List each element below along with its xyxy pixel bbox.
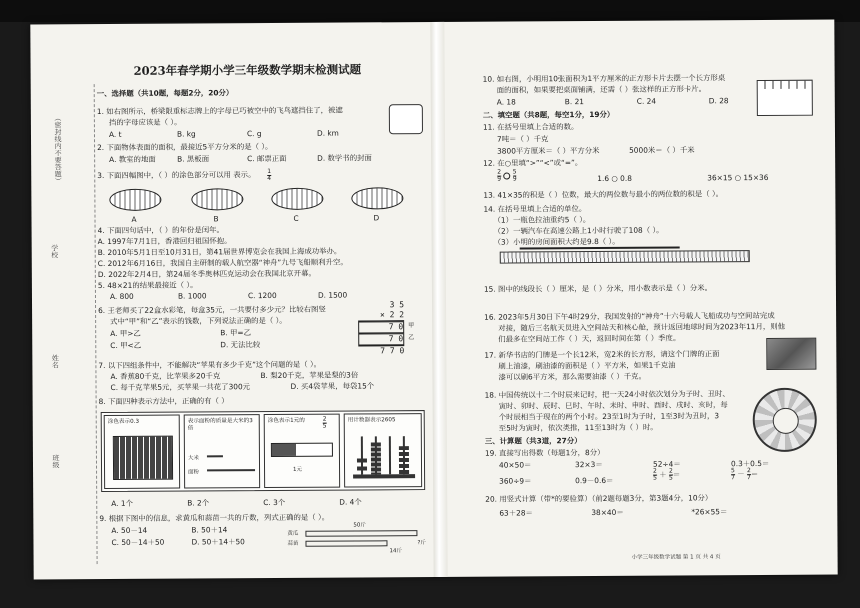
q19-fraction-add: $\frac{2}{5}$ ＋ $\frac{2}{5}=$: [653, 467, 681, 482]
page-title: 2023年春学期小学三年级数学期末检测试题: [133, 62, 362, 78]
q3-figure-b: [191, 188, 243, 210]
page-fold: [430, 22, 447, 577]
q1-option-c: C. g: [246, 129, 262, 139]
abacus-rod-3: [389, 436, 391, 474]
q10-text-2: 面的面积，如果要把桌面铺满，还需（ ）张这样的正方形卡片。: [496, 84, 707, 95]
q8-frac-num: 2: [322, 415, 327, 423]
q14-text: 14. 在括号里填上合适的单位。: [483, 204, 587, 214]
q10-option-b: B. 21: [564, 97, 585, 107]
q11-item-b: 5000米＝（ ）千米: [629, 145, 695, 155]
q17-text-2: 刷上油漆，刷油漆的面积是（ ）平方米，如果1千克油: [498, 360, 676, 371]
ruler-image: [500, 250, 750, 264]
q18-text-3: 个时辰相当于现在的两个小时。23至1时为子时，1至3时为丑时，3: [498, 411, 720, 422]
q8-option-b: B. 2个: [187, 498, 210, 508]
q10-option-c: C. 24: [636, 96, 657, 106]
q9-option-d: D. 50＋14＋50: [191, 537, 245, 547]
shichen-clock-image: [753, 388, 817, 452]
q19-fraction-sub: $\frac{5}{7}$ － $\frac{2}{7}=$: [731, 467, 759, 482]
q12-frac-1-den: 9: [497, 175, 502, 183]
q7-option-b: B. 梨20千克，苹果是梨的3倍: [260, 370, 359, 381]
background-top: [0, 0, 860, 22]
q1-option-a: A. t: [108, 129, 122, 139]
q8-flour-label: 面粉: [188, 469, 200, 476]
q8-one-yuan-label: 1元: [293, 466, 303, 473]
q19-f2-a-den: 7: [731, 474, 735, 482]
q19-f1-a-den: 5: [653, 474, 657, 482]
q12-frac-2-num: 5: [512, 168, 517, 176]
q19-f1-b: [669, 469, 673, 482]
q18-text-2: 寅时、卯时、辰时、巳时、午时、未时、申时、酉时、戌时、亥时，每: [498, 400, 728, 411]
q13-text: 13. 41×35的积是（ ）位数，最大的两位数与最小的两位数的积是（ ）。: [483, 189, 724, 200]
q19-text: 19. 直接写出得数（每题1分，8分）: [484, 447, 605, 458]
q8-money-bar: [271, 443, 333, 457]
abacus-base: [353, 474, 415, 478]
q8-panel-2: [184, 414, 260, 488]
q19-f1-b-num: 2: [668, 467, 673, 475]
q8-option-d: D. 4个: [339, 497, 362, 507]
q19-f1-b-den: 5: [669, 474, 673, 482]
q8-panel-3-caption: 涂色表示1元的: [267, 417, 305, 425]
q3-label-c: C: [293, 213, 299, 223]
exam-paper: [30, 20, 837, 580]
q3-frac-num: 1: [267, 167, 272, 176]
q8-option-c: C. 3个: [263, 497, 286, 508]
q19-f2-op: －: [737, 469, 745, 479]
calc-row-2: × 2 2: [358, 310, 404, 321]
q7-option-a: A. 香蕉80千克，比苹果多20千克: [110, 371, 221, 381]
q1-text: 1. 如右图所示，桥梁限重标志牌上的字母已巧被空中的飞鸟遮挡住了，被遮: [96, 105, 343, 117]
q1-option-d: D. km: [316, 128, 339, 138]
q12-frac-1-num: 2: [497, 168, 502, 176]
q4-text: 4. 下面四句话中，（ ）的年份是闰年。: [97, 225, 224, 236]
abacus-beads-1: [357, 458, 367, 474]
q6-vertical-calc: [358, 300, 404, 356]
q12-compare-3: 36×15 ○ 15×36: [707, 172, 769, 183]
q5-option-a: A. 800: [109, 291, 134, 301]
q19-f2-a: [731, 468, 735, 481]
q9-question-label: ?斤: [417, 540, 426, 547]
q14-item-2: （2）一辆汽车在高速公路上1小时行驶了108（ ）。: [493, 225, 664, 236]
q10-card-grid: [757, 80, 813, 116]
q3-label-a: A: [131, 214, 137, 224]
q19-item-5: 360÷9＝: [499, 476, 532, 486]
binding-name: 姓名: [51, 354, 60, 369]
q9-garlic-bar: [305, 540, 387, 547]
q9-garlic-label: 蒜苗: [287, 540, 299, 547]
page-footer: 小学三年级数学试题 第 1 页 共 4 页: [631, 554, 721, 561]
calc-label-jia: 甲: [408, 322, 415, 330]
q11-item-c: 3800平方厘米＝（ ）平方分米: [497, 145, 600, 156]
q19-item-4: 0.3＋0.5＝: [730, 458, 770, 469]
q8-panel-4-caption: 用计数器表示2605: [347, 417, 396, 424]
q8-text: 8. 下面四种表示方法中，正确的有（ ）: [98, 396, 229, 407]
q3-label-b: B: [213, 214, 219, 224]
q9-option-c: C. 50－14＋50: [111, 537, 165, 547]
ruler-segment: [520, 246, 680, 249]
q20-item-2: 38×40＝: [591, 507, 624, 518]
q8-panel-4: [344, 413, 422, 487]
q1-text-2: 挡的字母应该是（ ）。: [108, 117, 182, 127]
q8-frac-den: 5: [322, 422, 327, 430]
q4-option-d: D. 2022年2月4日，第24届冬季奥林匹克运动会在我国北京开幕。: [97, 268, 316, 280]
q9-text: 9. 根据下图中的信息，求黄瓜和蒜苗一共的斤数，列式正确的是（ ）。: [99, 512, 330, 524]
q19-item-2: 32×3＝: [574, 459, 603, 470]
q7-option-c: C. 每千克苹果5元，买苹果一共花了300元: [110, 382, 251, 392]
abacus-beads-4: [399, 446, 409, 474]
q18-text-4: 至5时为寅时，依次类推，11至13时为（ ）时。: [498, 422, 658, 433]
q1-option-b: B. kg: [176, 129, 196, 139]
q2-option-c: C. 邮票正面: [247, 153, 287, 164]
q19-f2-b-num: 2: [746, 467, 751, 475]
q16-text-2: 对接，随后三名航天员进入空间站天和核心舱，预计返回地球时间为2023年11月，则他: [498, 321, 786, 333]
q20-item-3: *26×55＝: [691, 507, 728, 517]
right-page: [478, 20, 817, 577]
q12-compare-1: [497, 169, 516, 182]
q10-option-a: A. 18: [496, 97, 516, 107]
q20-text: 20. 用竖式计算（带*的要验算）（前2题每题3分，第3题4分，10分）: [485, 493, 713, 504]
q9-diff-label: 14斤: [389, 548, 403, 555]
q3-fraction: [267, 169, 271, 182]
q12-circle-1[interactable]: [503, 173, 510, 180]
q19-f2-a-num: 5: [731, 467, 735, 475]
bookstore-sign-photo: [766, 338, 816, 370]
q6-option-b: B. 甲=乙: [220, 328, 251, 338]
q6-option-d: D. 无法比较: [220, 340, 261, 350]
q6-text-2: 式中“甲”和“乙”表示的钱数，下列说法正确的是（ ）。: [110, 315, 287, 326]
q12-text: 12. 在○里填“>”“<”或“=”。: [483, 158, 583, 168]
section-fill: 二、填空题（共8题，每空1分，19分）: [482, 109, 615, 120]
q5-option-d: D. 1500: [317, 290, 348, 300]
q7-option-d: D. 买4袋苹果，每袋15个: [290, 381, 375, 391]
q19-item-6: 0.9－0.6＝: [575, 475, 614, 486]
q11-item-a: 7吨＝（ ）千克: [496, 134, 549, 144]
q12-compare-2: 1.6 ○ 0.8: [597, 173, 632, 184]
q6-option-a: A. 甲>乙: [110, 328, 141, 338]
q3-text: 3. 下面四幅图中，（ ）的涂色部分可以用 表示。: [97, 170, 256, 181]
q12-frac-1: [497, 170, 501, 183]
q8-panel-3: [264, 414, 340, 488]
q3-label-d: D: [373, 213, 380, 223]
section-calc: 三、计算题（共3道，27分）: [484, 436, 582, 446]
calc-row-1: 3 5: [389, 300, 405, 310]
q16-text: 16. 2023年5月30日下午4时29分，我国发射的“神舟”十六号载人飞船成功与空间站完成: [484, 310, 775, 322]
q3-figure-d: [351, 187, 403, 209]
q8-rice-label: 大米: [187, 455, 200, 462]
q8-shaded-grid: [113, 436, 173, 480]
q9-total-label: 50斤: [353, 522, 366, 529]
q3-figure-c: [271, 188, 323, 210]
q9-option-b: B. 50＋14: [191, 525, 228, 535]
q19-f2-b-den: 7: [747, 474, 751, 482]
q2-text: 2. 下面物体表面的面积，最接近5平方分米的是（ ）。: [97, 141, 273, 153]
calc-row-3: 7 0: [358, 321, 404, 333]
q4-option-a: A. 1997年7月1日，香港回归祖国怀抱。: [97, 236, 232, 247]
q9-cucumber-bar: [305, 530, 417, 537]
q3-frac-den: 4: [267, 174, 272, 183]
q17-text-3: 漆可以刷6平方米，那么需要油漆（ ）千克。: [498, 371, 646, 382]
weight-sign-image: [389, 104, 423, 134]
q14-item-1: （1）一瓶色拉油重约5（ ）。: [493, 215, 591, 225]
left-page: [88, 22, 431, 579]
q5-option-b: B. 1000: [177, 291, 207, 301]
q9-option-a: A. 50－14: [111, 525, 148, 535]
q19-f2-b: [747, 468, 751, 481]
q8-panel-1: [104, 415, 180, 489]
q8-panel-1-caption: 涂色表示0.3: [107, 418, 140, 425]
binding-school: 学校: [50, 244, 59, 259]
q8-option-a: A. 1个: [111, 498, 133, 508]
q17-text: 17. 新华书店的门牌是一个长12米，宽2米的长方形，请这个门牌的正面: [484, 349, 720, 360]
q19-f1-op: ＋: [659, 470, 667, 480]
q8-figure-row: [101, 410, 425, 492]
q6-option-c: C. 甲<乙: [110, 340, 142, 350]
q4-option-b: B. 2010年5月1日至10月31日，第41届世界博览会在我国上海成功举办。: [97, 246, 342, 258]
q2-option-b: B. 黑板面: [177, 154, 210, 164]
q2-option-d: D. 数学书的封面: [317, 153, 372, 163]
q14-item-3: （3）小明的房间面积大约是9.8（ ）。: [493, 236, 620, 247]
binding-note: （密封线内不要答题）: [53, 114, 63, 185]
q10-option-d: D. 28: [708, 96, 729, 106]
q12-frac-2-den: 9: [512, 175, 517, 183]
q16-text-3: 们最多在空间站工作（ ）天，返回时间在第（ ）季度。: [498, 333, 681, 344]
q8-panel-2-caption: 表示面粉的质量是大米的3倍: [187, 418, 253, 432]
q4-option-c: C. 2012年6月16日，我国自主研制的载人航空器“神舟”九号飞船顺利升空。: [97, 257, 348, 269]
q9-cucumber-label: 黄瓜: [287, 530, 299, 537]
q3-figure-a: [109, 189, 161, 211]
q19-f1-a: [653, 469, 657, 482]
q19-item-3: 52÷4＝: [652, 459, 681, 469]
q8-panel-3-fraction: [323, 417, 327, 430]
q15-text: 15. 图中的线段长（ ）厘米，是（ ）分米，用小数表示是（ ）分米。: [483, 283, 713, 294]
q18-text: 18. 中国传统以十二个时辰来记时，把一天24小时依次划分为子时、丑时、: [484, 389, 730, 400]
q8-rice-bar: [207, 455, 223, 457]
q10-text: 10. 如右图，小明用10张面积为1平方厘米的正方形卡片去摆一个长方形桌: [482, 73, 726, 84]
calc-row-4: 7 0: [358, 333, 404, 346]
section-choice: 一、选择题（共10题，每题2分，20分）: [96, 88, 234, 99]
q20-item-1: 63＋28＝: [499, 508, 533, 518]
q11-text: 11. 在括号里填上合适的数。: [482, 122, 579, 132]
q8-flour-bar: [207, 469, 255, 471]
q5-option-c: C. 1200: [247, 290, 277, 301]
q2-option-a: A. 教室的地面: [109, 154, 156, 164]
binding-class: 班级: [51, 454, 61, 469]
q5-text: 5. 48×21的结果最接近（ ）。: [97, 280, 198, 291]
q7-text: 7. 以下四组条件中，不能解决“苹果有多少千克”这个问题的是（ ）。: [98, 359, 322, 371]
q19-item-1: 40×50＝: [498, 460, 532, 470]
q19-f1-a-num: 2: [653, 467, 657, 475]
q12-frac-2: [513, 169, 517, 182]
abacus-beads-2: [371, 442, 381, 474]
calc-row-5: 7 7 0: [380, 346, 405, 356]
q6-text: 6. 王老师买了22盒水彩笔，每盒35元，一共要付多少元？比较右图竖: [98, 304, 326, 316]
calc-label-yi: 乙: [408, 334, 415, 342]
